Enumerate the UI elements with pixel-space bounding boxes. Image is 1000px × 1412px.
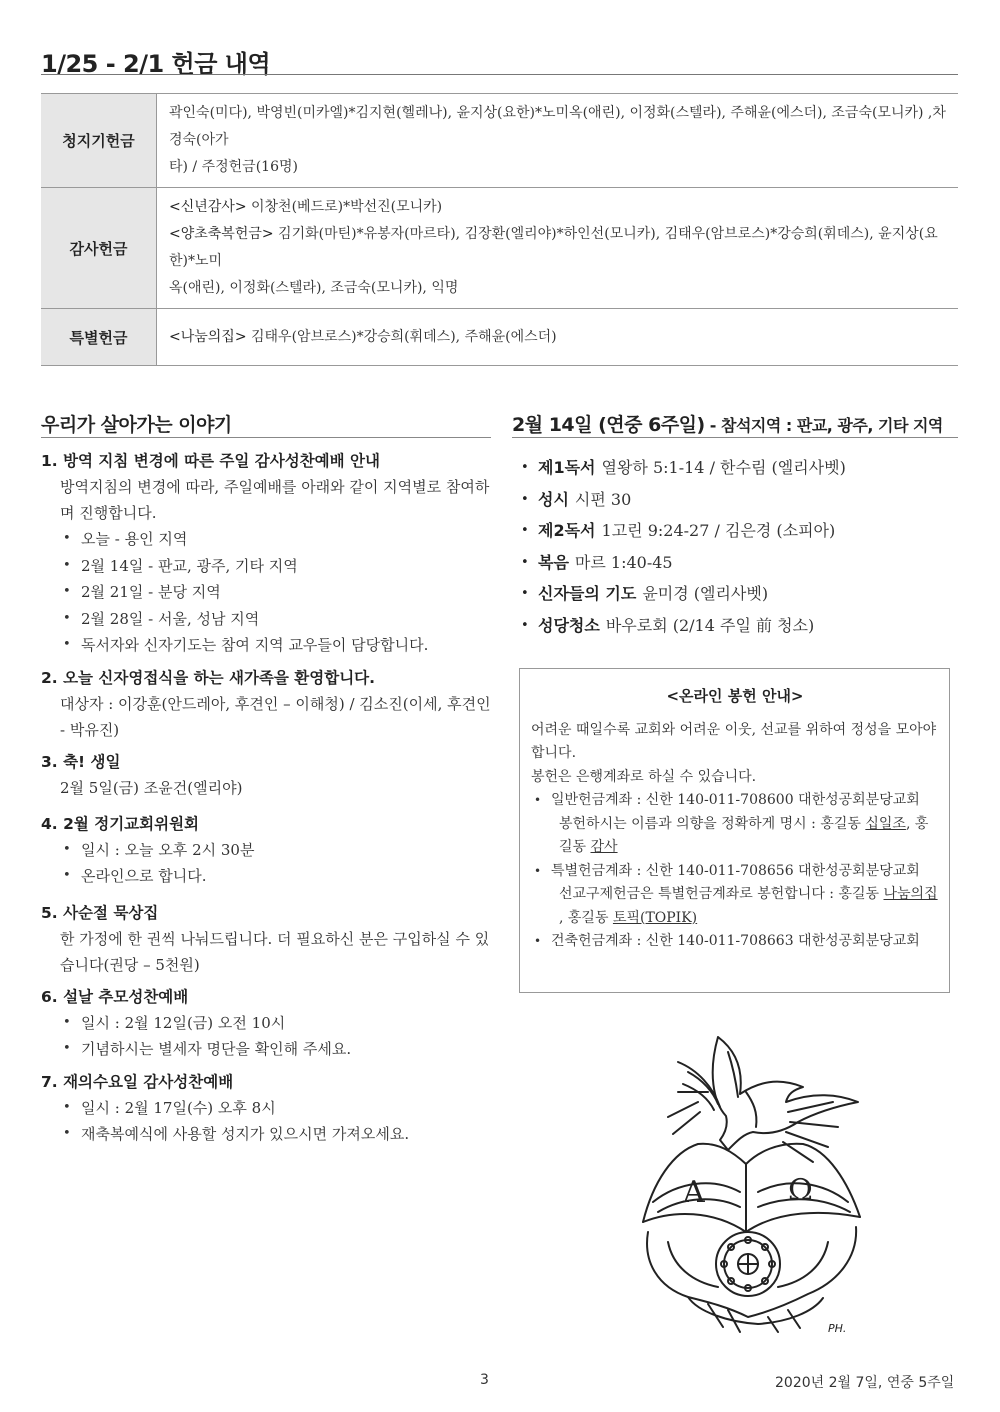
row-label: 감사헌금 [41, 188, 157, 309]
row-line: 옥(애린), 이정화(스텔라), 조금숙(모니카), 익명 [169, 280, 459, 296]
item-label: 제2독서 [538, 521, 596, 540]
online-intro: 어려운 때일수록 교회와 어려운 이웃, 선교를 위하여 정성을 모아야 합니다. [531, 721, 937, 761]
story-text: 대상자 : 이강훈(안드레아, 후견인 – 이해청) / 김소진(이세, 후견인 - 박유진) [60, 694, 491, 739]
account-list [531, 789, 939, 954]
item-value: 윤미경 (엘리사벳) [642, 584, 769, 603]
item-value: 시편 30 [574, 489, 632, 509]
stories-divider [41, 437, 491, 438]
next-week-title: 2월 14일 (연중 6주일) [512, 414, 705, 436]
online-offering-box [519, 668, 950, 993]
title-divider [41, 74, 958, 75]
online-note: 봉헌은 은행계좌로 하실 수 있습니다. [531, 768, 757, 785]
row-line: 이창천(베드로)*박선진(모니카) [246, 199, 443, 215]
table-row [41, 309, 958, 366]
footer-date: 2020년 2월 7일, 연중 5주일 [775, 1375, 955, 1391]
story-heading: 3. 축! 생일 [41, 752, 121, 771]
story-text: 2월 5일(금) 조윤건(엘리야) [60, 778, 243, 797]
omega-letter: Ω [788, 1173, 813, 1208]
list-item [518, 452, 846, 484]
row-line: 곽인숙(미다), 박영빈(미카엘)*김지현(헬레나), 윤지상(요한)*노미옥(애린), 이정화(스텔라), 주해윤(에스더), 조금숙(모니카) ,차경숙(아가 [169, 105, 946, 148]
account-item [531, 930, 939, 954]
list-item: • 재축복예식에 사용할 성지가 있으시면 가져오세요. [61, 1121, 491, 1148]
list-item: • 독서자와 신자기도는 참여 지역 교우들이 담당합니다. [61, 632, 491, 659]
alpha-letter: A [683, 1175, 705, 1210]
list-item: • 기념하시는 별세자 명단을 확인해 주세요. [61, 1036, 491, 1063]
account-item [531, 789, 939, 860]
next-week-heading [512, 410, 943, 437]
next-week-divider [512, 437, 958, 438]
item-value: 바우로회 (2/14 주일 前 청소) [605, 615, 815, 635]
list-item: • 2월 28일 - 서울, 성남 지역 [61, 606, 491, 633]
row-line: 타) / 주정헌금(16명) [169, 159, 298, 175]
list-item [518, 484, 846, 516]
offering-tag: <신년감사> [169, 199, 247, 215]
page-number: 3 [480, 1372, 489, 1388]
stories-list [41, 448, 491, 1154]
item-value: 열왕하 5:1-14 / 한수림 (엘리사벳) [601, 458, 846, 477]
list-item: • 일시 : 오늘 오후 2시 30분 [61, 837, 491, 864]
row-value [157, 94, 959, 188]
offering-table [41, 93, 958, 366]
story-item [41, 900, 491, 978]
story-heading: 4. 2월 정기교회위원회 [41, 814, 200, 833]
list-item: • 일시 : 2월 17일(수) 오후 8시 [61, 1095, 491, 1122]
item-label: 복음 [538, 552, 569, 572]
list-item: • 2월 14일 - 판교, 광주, 기타 지역 [61, 553, 491, 580]
list-item [518, 515, 846, 547]
story-bullets [61, 837, 491, 890]
list-item: • 2월 21일 - 분당 지역 [61, 579, 491, 606]
list-item [518, 578, 846, 610]
online-offering-title: <온라인 봉헌 안내> [666, 687, 804, 705]
row-label: 청지기헌금 [41, 94, 157, 188]
item-label: 신자들의 기도 [538, 584, 637, 603]
list-item [518, 610, 846, 642]
list-item [518, 547, 846, 579]
story-heading: 2. 오늘 신자영접식을 하는 새가족을 환영합니다. [41, 668, 376, 687]
story-item [41, 811, 491, 890]
account-item [531, 860, 939, 931]
account-line: • 특별헌금계좌 : 신한 140-011-708656 대한성공회분당교회 [551, 862, 920, 879]
row-value [157, 309, 959, 366]
account-line: • 건축헌금계좌 : 신한 140-011-708663 대한성공회분당교회 [551, 933, 920, 949]
offering-title: 1/25 - 2/1 헌금 내역 [41, 50, 271, 78]
list-item: • 일시 : 2월 12일(금) 오전 10시 [61, 1010, 491, 1037]
story-text: 방역지침의 변경에 따라, 주일예배를 아래와 같이 지역별로 참여하며 진행합니다. [60, 478, 490, 522]
item-value: 1고린 9:24-27 / 김은경 (소피아) [601, 521, 836, 540]
item-label: 성당청소 [538, 615, 600, 635]
table-row [41, 94, 958, 188]
story-item [41, 749, 491, 801]
row-line: 김기화(마틴)*유봉자(마르타), 김장환(엘리야)*하인선(모니카), 김태우(암브로스)*강승희(휘데스), 윤지상(요한)*노미 [169, 226, 938, 269]
row-line: 김태우(암브로스)*강승희(휘데스), 주해윤(에스더) [246, 328, 557, 345]
story-heading: 7. 재의수요일 감사성찬예배 [41, 1072, 234, 1091]
offering-tag: <나눔의집> [169, 328, 247, 345]
story-bullets [61, 1095, 491, 1148]
artist-signature: PH. [828, 1322, 847, 1335]
account-note: 선교구제헌금은 특별헌금계좌로 봉헌합니다 : 홍길동 나눔의집 , 홍길동 토픽(TOPIK) [559, 886, 938, 926]
account-line: • 일반헌금계좌 : 신한 140-011-708600 대한성공회분당교회 [551, 792, 920, 808]
offering-tag: <양초축복헌금> [169, 226, 274, 242]
story-item [41, 1069, 491, 1148]
next-week-subtitle: - 참석지역 : 판교, 광주, 기타 지역 [704, 416, 943, 435]
story-heading: 1. 방역 지침 변경에 따른 주일 감사성찬예배 안내 [41, 452, 380, 470]
item-label: 성시 [538, 489, 569, 509]
list-item: • 온라인으로 합니다. [61, 863, 491, 890]
story-bullets [61, 1010, 491, 1063]
story-item [41, 665, 491, 743]
dove-alpha-omega-illustration [628, 1032, 878, 1337]
story-item [41, 448, 491, 659]
story-heading: 6. 설날 추모성찬예배 [41, 987, 189, 1006]
row-label: 특별헌금 [41, 309, 157, 366]
table-row [41, 188, 958, 309]
item-value: 마르 1:40-45 [574, 552, 673, 572]
story-item [41, 984, 491, 1063]
stories-title: 우리가 살아가는 이야기 [41, 414, 232, 436]
story-heading: 5. 사순절 묵상집 [41, 903, 159, 922]
row-value [157, 188, 959, 309]
next-week-list [518, 452, 846, 641]
item-label: 제1독서 [538, 458, 596, 477]
list-item: • 오늘 - 용인 지역 [61, 526, 491, 553]
story-bullets [61, 526, 491, 659]
story-text: 한 가정에 한 권씩 나눠드립니다. 더 필요하신 분은 구입하실 수 있습니다(권당 – 5천원) [60, 929, 490, 974]
account-note: 봉헌하시는 이름과 의향을 정확하게 명시 : 홍길동 십일조, 홍길동 감사 [559, 815, 929, 855]
